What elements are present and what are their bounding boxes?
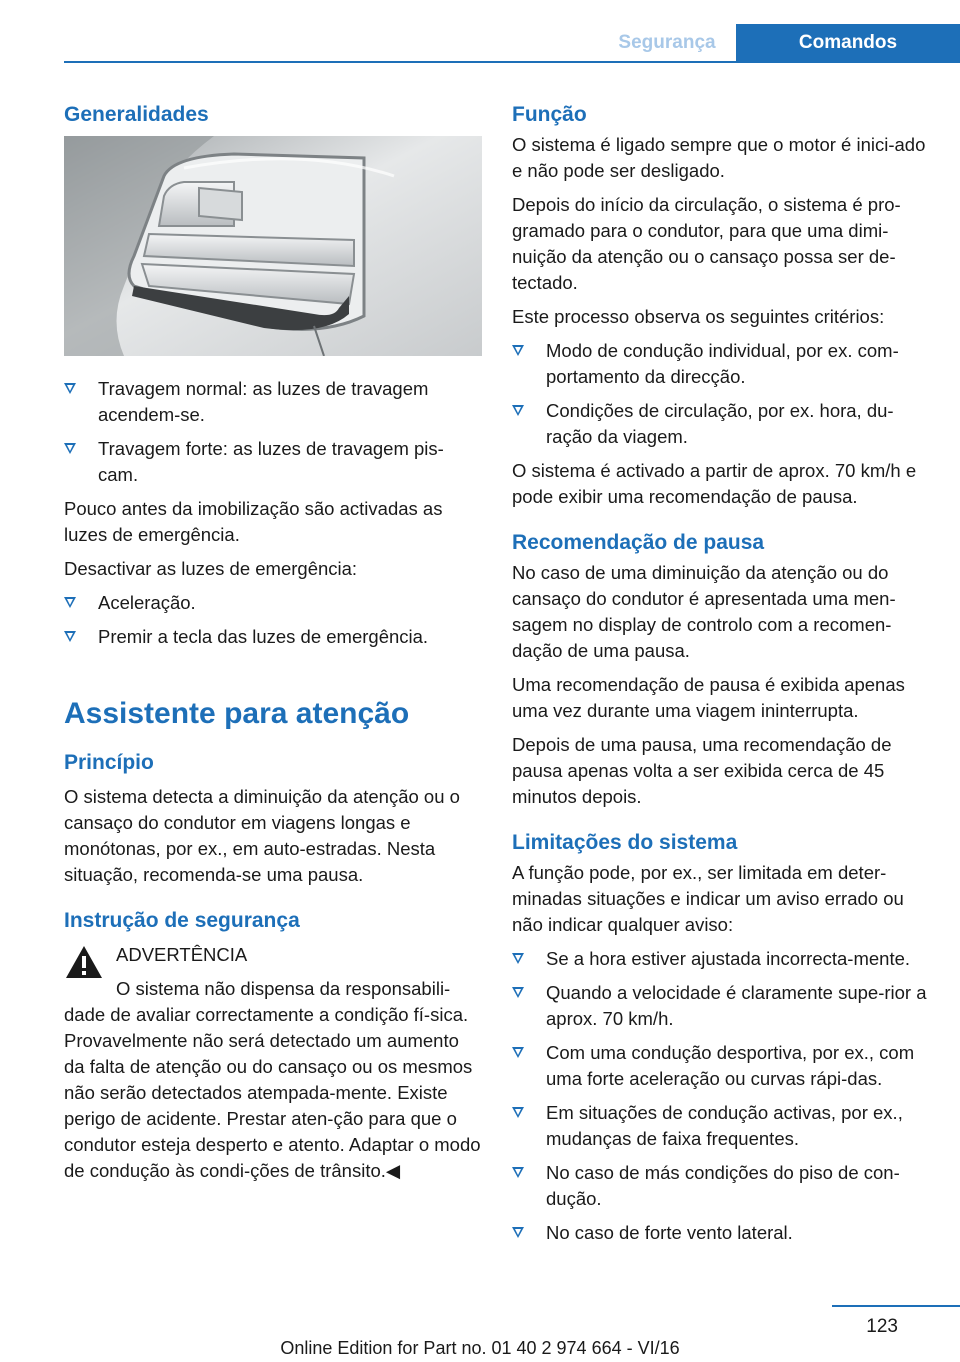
page-header xyxy=(0,0,960,62)
heading-assistente: Assistente para atenção xyxy=(64,697,410,730)
warning-triangle-icon xyxy=(64,944,104,980)
triangle-bullet-icon xyxy=(512,405,524,416)
warning-text: O sistema não dispensa da responsabili‐dade de avaliar correctamente a condição fí‐sica. Provavelmente não será detectado um aumento da falta de atenção ou do cansaço ou os mesmos não serão detectados atempada‐mente. Existe perigo de acidente. Prestar aten‐ção para que o condutor esteja desperto e atento. Adaptar o modo de condução às condi‐ções de trânsito.◀ xyxy=(64,978,481,1181)
list-item: Travagem forte: as luzes de travagem pis‐cam. xyxy=(64,436,482,488)
triangle-bullet-icon xyxy=(512,345,524,356)
list-item: No caso de forte vento lateral. xyxy=(512,1220,928,1246)
list-item: Modo de condução individual, por ex. com‐portamento da direcção. xyxy=(512,338,928,390)
page-number: 123 xyxy=(866,1316,898,1337)
header-divider xyxy=(64,61,960,63)
tab-seguranca[interactable]: Segurança xyxy=(618,32,716,53)
list-item: Travagem normal: as luzes de travagem acendem-se. xyxy=(64,376,482,428)
list-item: Se a hora estiver ajustada incorrecta‐mente. xyxy=(512,946,928,972)
brake-light-list xyxy=(64,376,482,488)
paragraph-funcao-2: Depois do início da circulação, o sistema é pro‐gramado para o condutor, para que uma dimi‐nuição da atenção ou o cansaço possa ser de‐tectado. xyxy=(512,194,901,293)
list-item: Condições de circulação, por ex. hora, du‐ração da viagem. xyxy=(512,398,928,450)
list-item: Quando a velocidade é claramente supe‐rior a aprox. 70 km/h. xyxy=(512,980,928,1032)
list-item: Aceleração. xyxy=(64,590,482,616)
criteria-list xyxy=(512,338,928,450)
triangle-bullet-icon xyxy=(512,1167,524,1178)
paragraph-pausa-2: Uma recomendação de pausa é exibida apenas uma vez durante uma viagem ininterrupta. xyxy=(512,674,905,721)
paragraph-pausa-3: Depois de uma pausa, uma recomendação de pausa apenas volta a ser exibida cerca de 45 minutos depois. xyxy=(512,734,892,807)
paragraph-pausa-1: No caso de uma diminuição da atenção ou do cansaço do condutor é apresentada uma men‐sagem no display de controlo com a recomen‐dação de uma pausa. xyxy=(512,562,896,661)
paragraph-desactivar: Desactivar as luzes de emergência: xyxy=(64,558,358,579)
heading-pausa: Recomendação de pausa xyxy=(512,531,765,554)
triangle-bullet-icon xyxy=(512,987,524,998)
triangle-bullet-icon xyxy=(64,383,76,394)
warning-label: ADVERTÊNCIA xyxy=(116,944,248,965)
limitations-list xyxy=(512,946,928,1246)
warning-block xyxy=(64,942,482,1184)
triangle-bullet-icon xyxy=(512,1227,524,1238)
edition-footer: Online Edition for Part no. 01 40 2 974 664 - VI/16 xyxy=(280,1338,680,1358)
deactivate-list xyxy=(64,590,482,650)
triangle-bullet-icon xyxy=(512,1047,524,1058)
left-column xyxy=(64,100,482,1192)
tail-light-photo xyxy=(64,136,482,356)
triangle-bullet-icon xyxy=(64,597,76,608)
triangle-bullet-icon xyxy=(64,631,76,642)
right-column xyxy=(512,100,928,1254)
heading-seguranca: Instrução de segurança xyxy=(64,909,300,932)
paragraph-limitacoes: A função pode, por ex., ser limitada em deter‐minadas situações e indicar um aviso errado ou não indicar qualquer aviso: xyxy=(512,862,904,935)
paragraph-funcao-4: O sistema é activado a partir de aprox. 70 km/h e pode exibir uma recomendação de pausa. xyxy=(512,460,917,507)
paragraph-funcao-1: O sistema é ligado sempre que o motor é inici‐ado e não pode ser desligado. xyxy=(512,134,926,181)
list-item: Em situações de condução activas, por ex., mudanças de faixa frequentes. xyxy=(512,1100,928,1152)
list-item: Premir a tecla das luzes de emergência. xyxy=(64,624,482,650)
list-item: No caso de más condições do piso de con‐dução. xyxy=(512,1160,928,1212)
heading-principio: Princípio xyxy=(64,751,154,774)
paragraph-emergencia: Pouco antes da imobilização são activadas as luzes de emergência. xyxy=(64,498,443,545)
footer-divider xyxy=(832,1305,960,1307)
heading-funcao: Função xyxy=(512,103,587,126)
triangle-bullet-icon xyxy=(64,443,76,454)
list-item: Com uma condução desportiva, por ex., com uma forte aceleração ou curvas rápi‐das. xyxy=(512,1040,928,1092)
heading-limitacoes: Limitações do sistema xyxy=(512,831,738,854)
paragraph-principio: O sistema detecta a diminuição da atenção ou o cansaço do condutor em viagens longas e monótonas, por ex., em auto-estradas. Nesta situação, recomenda-se uma pausa. xyxy=(64,786,460,885)
paragraph-funcao-3: Este processo observa os seguintes critérios: xyxy=(512,306,885,327)
triangle-bullet-icon xyxy=(512,953,524,964)
heading-generalidades: Generalidades xyxy=(64,103,209,126)
tab-comandos[interactable]: Comandos xyxy=(736,24,960,62)
triangle-bullet-icon xyxy=(512,1107,524,1118)
